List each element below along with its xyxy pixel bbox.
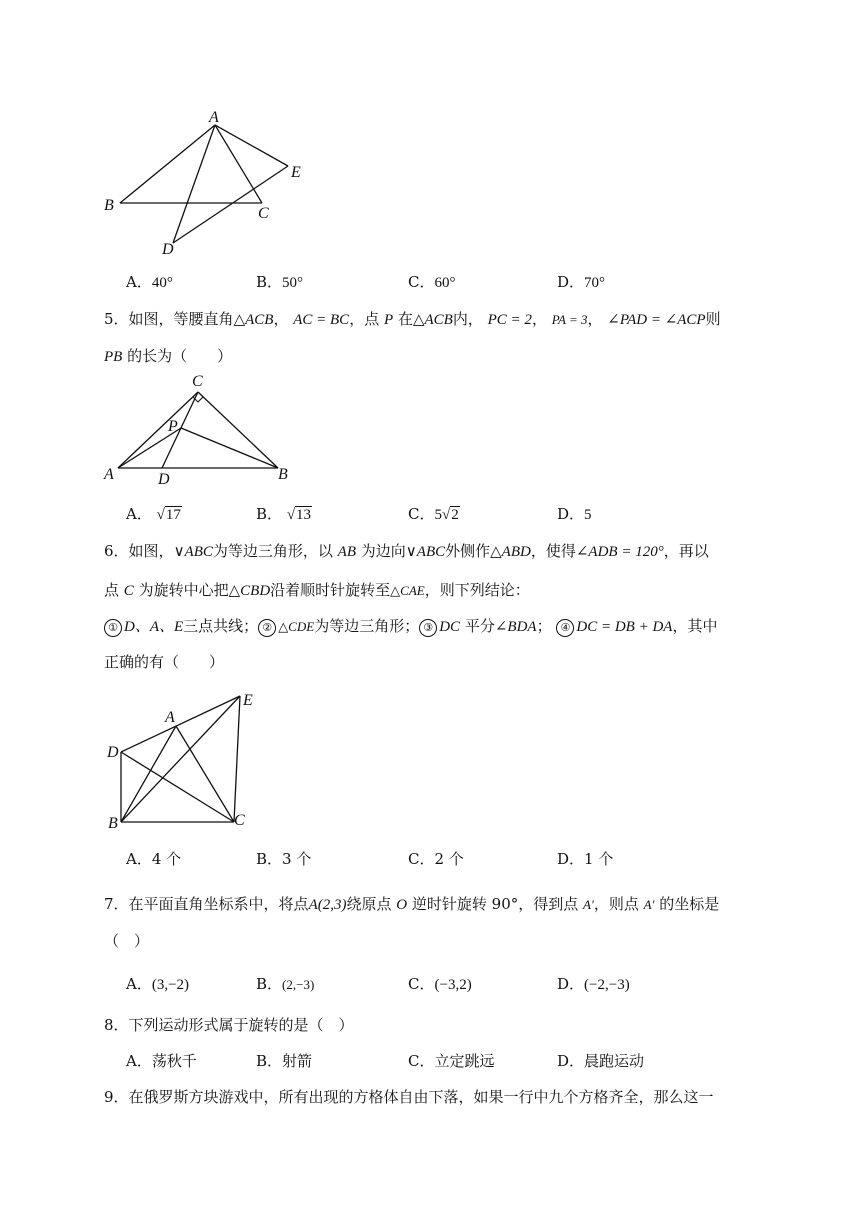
q5-option-b: B． √13 xyxy=(256,505,312,523)
label-C: C xyxy=(258,205,269,222)
label-D: D xyxy=(107,744,119,761)
q5-option-c: C．5√2 xyxy=(408,505,459,523)
q5-option-a: A． √17 xyxy=(126,505,181,523)
q4-option-d: D．70° xyxy=(557,273,606,291)
q7-option-c: C．(−3,2) xyxy=(408,975,472,993)
q7-option-b: B．(2,−3) xyxy=(256,975,315,993)
q4-option-a: A．40° xyxy=(126,273,173,291)
q5-line1: 5．如图，等腰直角△ACB， AC = BC，点 P 在△ACB内， PC = 2， PA = 3， ∠PAD = ∠ACP则 xyxy=(104,310,721,328)
q8-option-d: D．晨跑运动 xyxy=(557,1052,645,1070)
label-C: C xyxy=(192,373,203,390)
figure-q5 xyxy=(100,370,300,490)
circle-3: ③ xyxy=(419,619,437,637)
label-C: C xyxy=(234,812,245,829)
q5-line2: PB 的长为（ ） xyxy=(104,347,233,365)
q6-line2: 点 C 为旋转中心把△CBD沿着顺时针旋转至△CAE，则下列结论： xyxy=(104,581,530,599)
label-B: B xyxy=(278,466,288,483)
q6-option-d: D．1 个 xyxy=(557,850,614,868)
q8-option-a: A．荡秋千 xyxy=(126,1052,197,1070)
q8-option-b: B．射箭 xyxy=(256,1052,313,1070)
q8-option-c: C．立定跳远 xyxy=(408,1052,495,1070)
q6-line3: ① D、A、E三点共线； ② △CDE为等边三角形； ③ DC 平分∠BDA； ④ DC = DB + DA，其中 xyxy=(104,616,717,637)
q6-line4: 正确的有（ ） xyxy=(104,653,225,671)
label-A: A xyxy=(209,109,219,126)
q9-question: 9．在俄罗斯方块游戏中，所有出现的方格体自由下落，如果一行中九个方格齐全，那么这一 xyxy=(104,1088,714,1106)
label-P: P xyxy=(168,418,178,435)
circle-2: ② xyxy=(258,619,276,637)
figure-q6 xyxy=(100,682,270,832)
label-A: A xyxy=(165,709,175,726)
q7-line1: 7．在平面直角坐标系中，将点A(2,3)绕原点 O 逆时针旋转 90°，得到点 A′，则点 A′ 的坐标是 xyxy=(104,895,720,913)
q5-option-d: D．5 xyxy=(557,505,592,523)
figure-q4 xyxy=(100,105,320,265)
label-D: D xyxy=(158,471,170,488)
label-B: B xyxy=(104,197,114,214)
label-D: D xyxy=(162,241,174,258)
q4-option-c: C．60° xyxy=(408,273,456,291)
label-E: E xyxy=(291,164,301,181)
circle-4: ④ xyxy=(556,619,574,637)
q6-option-c: C．2 个 xyxy=(408,850,464,868)
label-A: A xyxy=(104,466,114,483)
circle-1: ① xyxy=(104,619,122,637)
label-B: B xyxy=(108,815,118,832)
q7-line2: （ ） xyxy=(104,932,150,950)
q4-option-b: B．50° xyxy=(256,273,304,291)
q7-option-d: D．(−2,−3) xyxy=(557,975,630,993)
q6-option-a: A．4 个 xyxy=(126,850,182,868)
q7-option-a: A．(3,−2) xyxy=(126,975,190,993)
label-E: E xyxy=(243,692,253,709)
q8-question: 8．下列运动形式属于旋转的是（ ） xyxy=(104,1016,354,1034)
q6-option-b: B．3 个 xyxy=(256,850,312,868)
q6-line1: 6．如图，∨ABC为等边三角形，以 AB 为边向∨ABC外侧作△ABD，使得∠ADB = 120°，再以 xyxy=(104,542,709,560)
